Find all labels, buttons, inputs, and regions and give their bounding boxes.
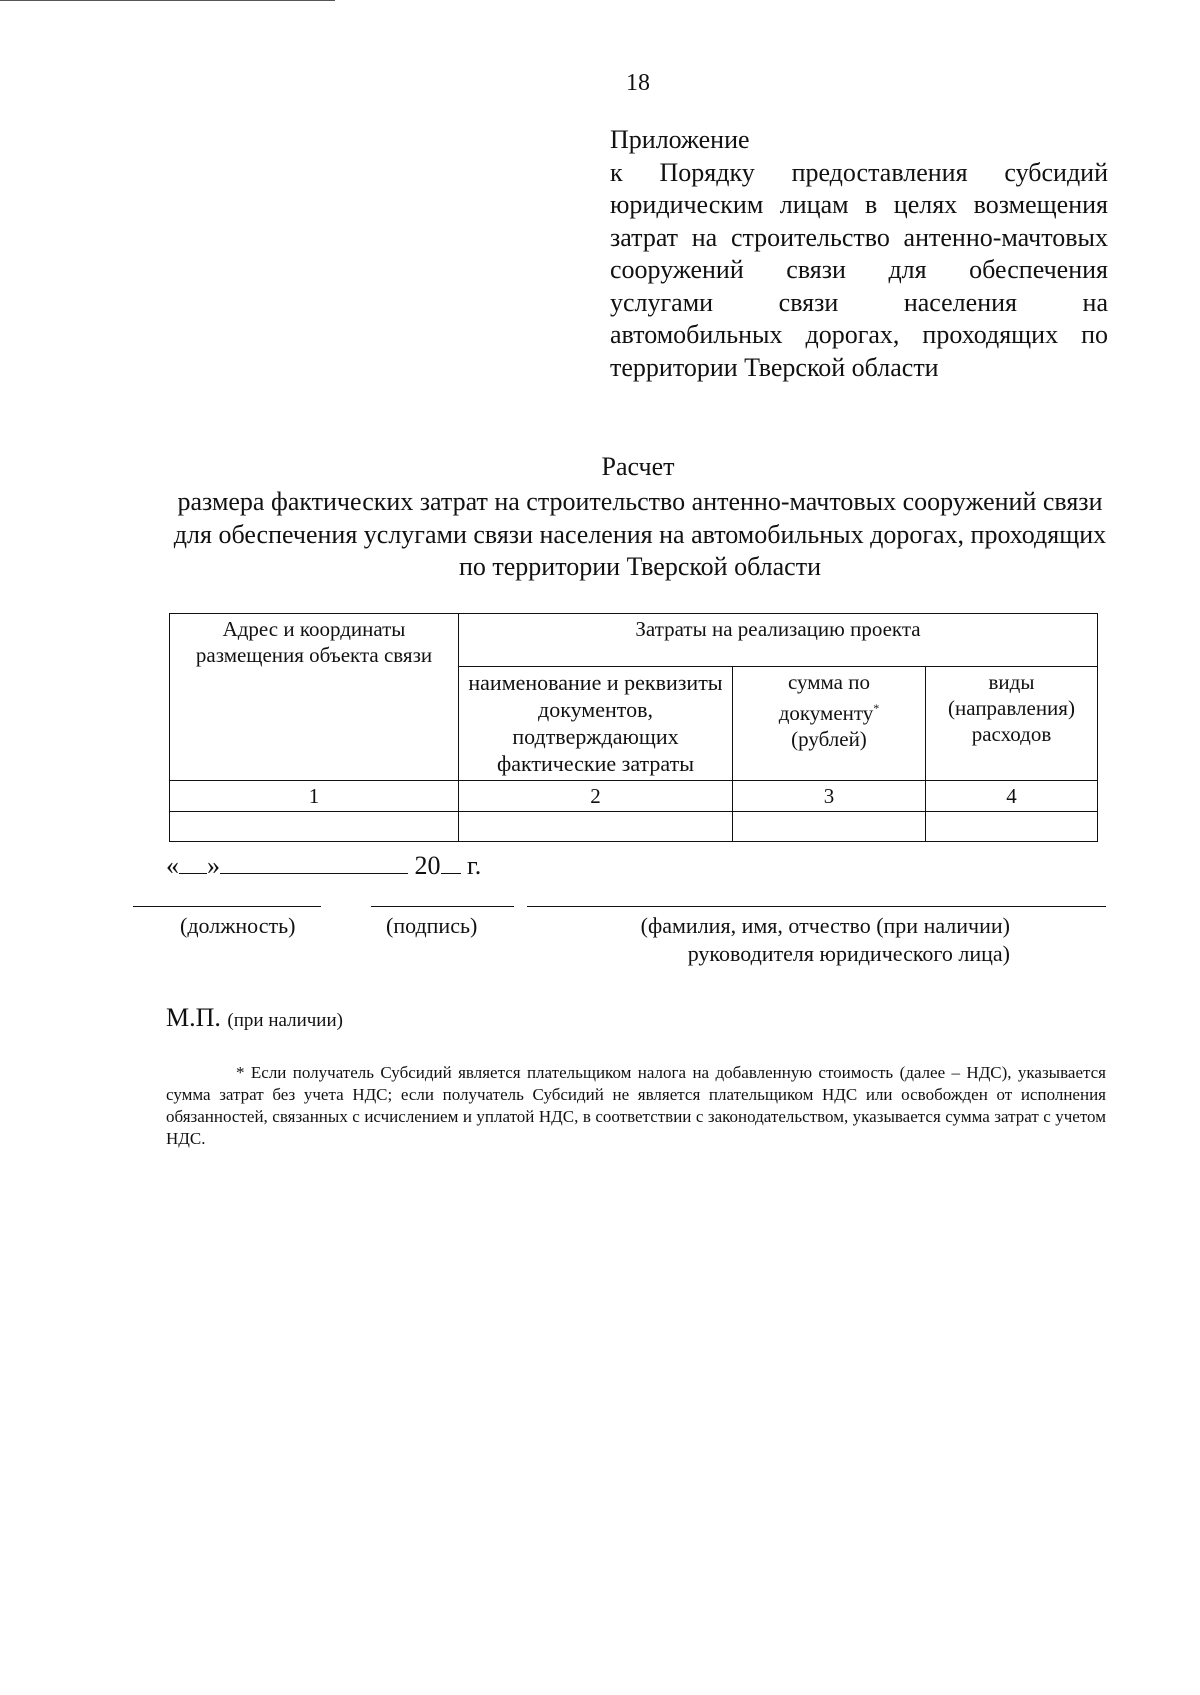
open-quote: « [166, 851, 179, 880]
year-suffix: г. [467, 851, 482, 880]
header-address-coordinates: Адрес и координаты размещения объекта связи [170, 614, 459, 781]
year-prefix: 20 [414, 851, 441, 880]
table-cell-empty [459, 812, 733, 842]
footnote-marker: * [873, 701, 880, 715]
page-number: 18 [626, 70, 650, 96]
footnote-star: * [236, 1063, 245, 1082]
footnote [166, 1062, 1106, 1150]
header-project-costs: Затраты на реализацию проекта [459, 614, 1098, 667]
column-number: 4 [926, 781, 1098, 812]
stamp-note: (при наличии) [227, 1010, 343, 1031]
column-number: 2 [459, 781, 733, 812]
table-cell-empty [926, 812, 1098, 842]
column-number: 1 [170, 781, 459, 812]
full-name-label: (фамилия, имя, отчество (при наличии) руководителя юридического лица) [640, 913, 1010, 966]
stamp-label: М.П. [166, 1003, 221, 1032]
column-number: 3 [733, 781, 926, 812]
footnote-text: Если получатель Субсидий является плательщиком налога на добавленную стоимость (далее – НДС), указывается сумма затрат без учета НДС; если получатель Субсидий не является плательщиком НДС или освобожден от исполнения обязанностей, связанных с исчислением и уплатой НДС, в соответствии с законодательством, указывается сумма затрат с учетом НДС. [166, 1063, 1107, 1148]
table-cell-empty [170, 812, 459, 842]
header-expense-types: виды (направления) расходов [926, 667, 1098, 781]
year-blank [441, 847, 461, 874]
header-document-sum: сумма по документу* (рублей) [733, 667, 926, 781]
full-name-line [527, 906, 1106, 907]
stamp-place [166, 1003, 343, 1033]
scan-edge-line [0, 0, 335, 1]
appendix-text: к Порядку предоставления субсидий юридическим лицам в целях возмещения затрат на строительство антенно-мачтовых сооружений связи для обеспечения услугами связи населения на автомобильных дорогах, проходящих по территории Тверской области [610, 157, 1108, 382]
appendix-title: Приложение [610, 125, 750, 154]
signature-label: (подпись) [386, 913, 478, 938]
date-line [166, 847, 481, 881]
month-blank [220, 847, 408, 874]
day-blank [179, 847, 207, 874]
close-quote: » [207, 851, 220, 880]
header-document-names: наименование и реквизиты документов, подтверждающих фактические затраты [459, 667, 733, 781]
position-line [133, 906, 321, 907]
document-title: Расчет [601, 452, 675, 481]
costs-table [169, 613, 1098, 842]
signature-line [371, 906, 514, 907]
appendix-block [610, 124, 1108, 384]
document-subtitle: размера фактических затрат на строительство антенно-мачтовых сооружений связи для обеспечения услугами связи населения на автомобильных дорогах, проходящих по территории Тверской области [173, 487, 1107, 581]
table-cell-empty [733, 812, 926, 842]
position-label: (должность) [180, 913, 296, 938]
